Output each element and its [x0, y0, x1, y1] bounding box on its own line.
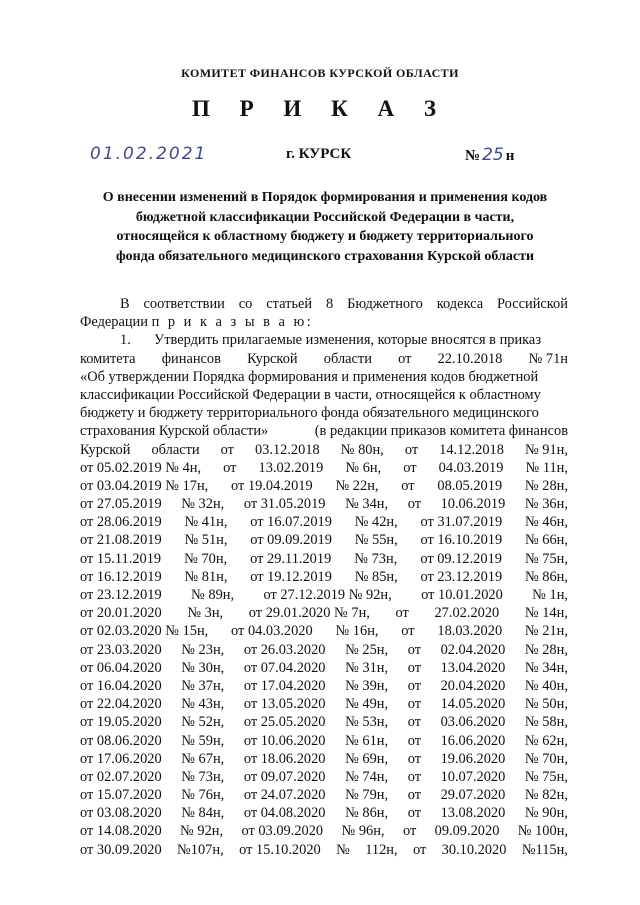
order-reference-token: от 10.01.2020	[421, 587, 503, 603]
order-reference-token: от 03.08.2020	[80, 805, 162, 822]
item-text: «Об утверждении Порядка формирования и применения кодов бюджетной	[80, 368, 539, 385]
order-reference-token: от 09.07.2020	[243, 768, 326, 785]
order-reference-token: № 11н,	[525, 459, 568, 476]
order-reference-line	[80, 495, 568, 513]
preamble-line	[80, 313, 568, 331]
order-reference-token: от	[407, 768, 421, 785]
order-reference-line	[80, 641, 568, 659]
order-reference-line	[80, 477, 568, 495]
order-reference-token: от 04.03.2020	[231, 623, 313, 640]
order-reference-token: от	[407, 750, 421, 767]
order-reference-token: от 09.12.2019	[420, 550, 502, 567]
order-reference-token: № 21н,	[524, 623, 568, 640]
order-reference-token: от 15.10.2020	[239, 841, 321, 858]
order-reference-line	[80, 713, 568, 731]
word: № 91н,	[524, 441, 568, 458]
order-reference-token: от 19.04.2019	[231, 477, 313, 494]
order-verb: п р и к а з ы в а ю:	[151, 314, 314, 331]
order-reference-token: от 02.03.2020 № 15н,	[80, 623, 209, 640]
word: кодекса	[436, 296, 484, 312]
order-reference-token: № 61н,	[345, 732, 389, 749]
order-reference-token: № 6н,	[345, 459, 382, 476]
order-reference-token: от	[407, 805, 421, 822]
heading-line: фонда обязательного медицинского страхования Курской области	[115, 248, 535, 264]
order-reference-token: от 29.01.2020 № 7н,	[248, 605, 370, 622]
order-reference-token: от	[407, 787, 421, 804]
order-reference-token: № 62н,	[524, 732, 568, 749]
word: Бюджетного	[347, 296, 423, 312]
order-reference-token: от 29.11.2019	[250, 550, 332, 567]
word: 8	[326, 296, 334, 312]
order-reference-token: № 79н,	[345, 787, 389, 804]
order-reference-line	[80, 586, 568, 604]
order-reference-token: от	[403, 459, 417, 476]
heading-line: относящейся к областному бюджету и бюджету территориального	[116, 229, 534, 244]
order-reference-token: № 25н,	[345, 641, 389, 658]
item-line	[80, 331, 568, 349]
item-line	[80, 350, 568, 368]
order-reference-line	[80, 459, 568, 477]
word: В	[120, 296, 130, 312]
order-reference-token: от	[412, 841, 427, 858]
order-reference-token: № 70н,	[184, 550, 228, 567]
order-reference-token: от 16.04.2020	[80, 677, 162, 694]
order-reference-token: от	[407, 696, 421, 713]
order-reference-token: № 1н,	[532, 587, 568, 603]
order-reference-token: № 100н,	[517, 823, 568, 840]
order-reference-token: № 37н,	[181, 677, 225, 694]
order-reference-token: № 96н,	[341, 823, 385, 840]
word: 03.12.2018	[254, 441, 320, 458]
order-reference-token: 30.10.2020	[441, 841, 507, 858]
item-line	[80, 386, 568, 404]
order-reference-token: от 23.12.2019	[80, 587, 162, 603]
order-reference-token: от 16.10.2019	[420, 532, 503, 549]
order-reference-token: № 67н,	[181, 750, 225, 767]
order-reference-token: от 17.06.2020	[80, 750, 162, 767]
order-reference-token: № 86н,	[524, 568, 568, 585]
order-reference-token: от	[407, 659, 421, 676]
word: комитета	[80, 350, 136, 367]
order-reference-token: от	[407, 677, 421, 694]
word: Курской	[247, 350, 298, 367]
order-reference-token: 18.03.2020	[437, 623, 503, 640]
order-reference-token: № 34н,	[345, 496, 389, 513]
number-sign: №	[465, 148, 481, 164]
order-reference-token: № 23н,	[181, 641, 225, 658]
order-reference-token: от 31.07.2019	[420, 514, 503, 531]
order-reference-token: от 02.07.2020	[80, 768, 162, 785]
order-reference-token: 10.06.2019	[440, 496, 506, 513]
order-reference-token: от 30.09.2020	[80, 841, 162, 858]
order-reference-token: № 39н,	[345, 677, 389, 694]
document-type-title: П Р И К А З	[191, 96, 448, 121]
order-reference-token: от 04.08.2020	[243, 805, 326, 822]
order-reference-token: № 40н,	[524, 677, 568, 694]
order-reference-line	[80, 622, 568, 640]
order-reference-token: от 07.04.2020	[243, 659, 326, 676]
item-text: (в редакции приказов комитета финансов	[314, 423, 568, 440]
order-reference-token: № 52н,	[181, 714, 225, 731]
order-reference-token: №115н,	[521, 841, 568, 858]
handwritten-number: 25	[482, 145, 504, 165]
order-reference-token: от 08.06.2020	[80, 732, 162, 749]
order-reference-token: от 20.01.2020	[80, 605, 162, 622]
word: финансов	[161, 350, 221, 367]
number-suffix: н	[505, 148, 515, 164]
item-text: бюджету и бюджету территориального фонда обязательного медицинского	[80, 405, 539, 422]
order-reference-token: 13.08.2020	[440, 805, 506, 822]
order-reference-token: № 43н,	[181, 696, 225, 713]
order-reference-token: № 22н,	[335, 477, 379, 494]
order-number	[465, 145, 514, 165]
order-reference-token: от 23.03.2020	[80, 641, 162, 658]
order-reference-token: от	[401, 623, 415, 640]
order-reference-token: 27.02.2020	[434, 605, 500, 622]
order-reference-token: от 25.05.2020	[243, 714, 326, 731]
order-reference-token: № 49н,	[345, 696, 389, 713]
word: соответствии	[143, 296, 225, 312]
item-text: Утвердить прилагаемые изменения, которые вносятся в приказ	[154, 332, 542, 349]
order-reference-token: № 42н,	[354, 514, 398, 531]
order-reference-token: № 92н,	[180, 823, 224, 840]
order-reference-token: от 16.07.2019	[250, 514, 332, 531]
order-reference-token: 20.04.2020	[440, 677, 506, 694]
order-reference-token: № 55н,	[354, 532, 398, 549]
order-reference-token: от	[401, 477, 415, 494]
order-reference-token: от 09.09.2019	[250, 532, 332, 549]
order-reference-line	[80, 677, 568, 695]
order-reference-token: от 21.08.2019	[80, 532, 162, 549]
order-reference-line	[80, 786, 568, 804]
order-reference-token: № 76н,	[181, 787, 225, 804]
item-number: 1.	[120, 332, 131, 349]
preamble-line	[80, 295, 568, 313]
order-reference-token: № 14н,	[524, 605, 568, 622]
order-reference-token: № 82н,	[524, 787, 568, 804]
word: Курской	[80, 441, 131, 458]
order-reference-token: № 70н,	[524, 750, 568, 767]
order-reference-token: № 86н,	[345, 805, 389, 822]
word: статьей	[266, 296, 313, 312]
order-reference-token: от 26.03.2020	[243, 641, 326, 658]
order-reference-token: от 05.02.2019 № 4н,	[80, 459, 202, 476]
order-reference-token: от 24.07.2020	[243, 787, 326, 804]
committee-name: КОМИТЕТ ФИНАНСОВ КУРСКОЙ ОБЛАСТИ	[181, 66, 459, 80]
heading-line: бюджетной классификации Российской Федерации в части,	[135, 209, 515, 225]
order-reference-token: № 81н,	[184, 568, 228, 585]
city-label: г. КУРСК	[286, 146, 352, 162]
order-reference-token: №	[336, 841, 350, 858]
order-references	[80, 459, 568, 859]
order-reference-token: от 15.11.2019	[80, 550, 162, 567]
word: от	[404, 441, 419, 458]
word: 22.10.2018	[437, 350, 503, 367]
order-reference-token: № 53н,	[345, 714, 389, 731]
item-line	[80, 441, 568, 459]
order-reference-token: № 32н,	[181, 496, 225, 513]
order-reference-token: № 41н,	[184, 514, 228, 531]
order-reference-token: № 36н,	[524, 496, 568, 513]
order-reference-token: от 31.05.2019	[243, 496, 326, 513]
order-reference-token: от 18.06.2020	[243, 750, 326, 767]
item-text: страхования Курской области»	[80, 423, 269, 440]
order-reference-line	[80, 750, 568, 768]
order-reference-line	[80, 659, 568, 677]
word: 14.12.2018	[439, 441, 504, 458]
order-reference-line	[80, 531, 568, 549]
order-reference-token: № 75н,	[524, 768, 568, 785]
order-reference-token: от 19.12.2019	[250, 568, 332, 585]
word: Российской	[497, 296, 568, 312]
order-reference-token: от 27.12.2019 № 92н,	[263, 587, 392, 603]
word: от	[398, 350, 412, 367]
order-reference-token: от 10.06.2020	[243, 732, 326, 749]
order-reference-token: № 51н,	[184, 532, 228, 549]
order-reference-token: № 66н,	[524, 532, 568, 549]
order-reference-token: от 03.09.2020	[241, 823, 324, 840]
order-reference-token: № 30н,	[181, 659, 225, 676]
order-reference-token: № 46н,	[524, 514, 568, 531]
order-body	[80, 295, 568, 859]
order-reference-token: №107н,	[177, 841, 224, 858]
order-reference-token: 13.04.2020	[440, 659, 506, 676]
order-reference-token: 16.06.2020	[440, 732, 506, 749]
item-text: классификации Российской Федерации в части, относящейся к областному	[80, 386, 541, 403]
order-reference-line	[80, 822, 568, 840]
order-reference-token: № 59н,	[181, 732, 225, 749]
order-reference-token: № 28н,	[524, 641, 568, 658]
order-reference-token: от	[407, 732, 421, 749]
order-reference-token: от 06.04.2020	[80, 659, 162, 676]
word: № 80н,	[340, 441, 384, 458]
order-reference-token: от 17.04.2020	[243, 677, 326, 694]
order-reference-token: от 27.05.2019	[80, 496, 162, 513]
order-reference-line	[80, 513, 568, 531]
order-reference-line	[80, 768, 568, 786]
order-reference-token: 19.06.2020	[440, 750, 506, 767]
order-reference-token: от	[407, 714, 421, 731]
order-reference-token: 04.03.2019	[438, 459, 504, 476]
order-reference-token: № 50н,	[524, 696, 568, 713]
order-reference-token: № 84н,	[181, 805, 225, 822]
order-reference-token: 29.07.2020	[440, 787, 506, 804]
order-reference-token: 13.02.2019	[258, 459, 324, 476]
order-reference-token: от	[223, 459, 237, 476]
order-reference-line	[80, 550, 568, 568]
word: со	[238, 296, 253, 312]
order-reference-token: 14.05.2020	[440, 696, 506, 713]
order-reference-token: от 23.12.2019	[420, 568, 503, 585]
order-reference-token: № 90н,	[524, 805, 568, 822]
item-line	[80, 368, 568, 386]
order-reference-line	[80, 804, 568, 822]
order-reference-token: № 74н,	[345, 768, 389, 785]
order-heading	[80, 188, 570, 266]
order-reference-token: от 13.05.2020	[243, 696, 326, 713]
order-reference-line	[80, 568, 568, 586]
order-reference-token: № 85н,	[354, 568, 398, 585]
order-reference-token: 02.04.2020	[440, 641, 506, 658]
order-reference-token: № 73н,	[354, 550, 398, 567]
order-reference-token: от	[395, 605, 409, 622]
order-reference-token: от 28.06.2019	[80, 514, 162, 531]
order-reference-token: 10.07.2020	[440, 768, 506, 785]
order-reference-token: 08.05.2019	[437, 477, 503, 494]
order-reference-line	[80, 732, 568, 750]
order-reference-token: № 16н,	[335, 623, 379, 640]
order-reference-token: от 14.08.2020	[80, 823, 162, 840]
word: области	[323, 350, 372, 367]
order-reference-token: № 28н,	[524, 477, 568, 494]
item-line	[80, 404, 568, 422]
order-reference-token: № 3н,	[187, 605, 224, 622]
order-reference-token: № 89н,	[191, 587, 235, 603]
order-reference-token: от 15.07.2020	[80, 787, 162, 804]
order-reference-token: № 31н,	[345, 659, 389, 676]
heading-line: О внесении изменений в Порядок формирования и применения кодов	[102, 190, 548, 205]
word: № 71н	[528, 350, 568, 367]
order-reference-line	[80, 695, 568, 713]
order-reference-token: 09.09.2020	[434, 823, 500, 840]
order-reference-token: от 19.05.2020	[80, 714, 162, 731]
order-reference-token: 03.06.2020	[440, 714, 506, 731]
order-reference-token: № 58н,	[524, 714, 568, 731]
handwritten-date: 01.02.2021	[90, 144, 208, 164]
order-reference-token: № 34н,	[524, 659, 568, 676]
order-reference-token: № 73н,	[181, 768, 225, 785]
order-reference-token: № 75н,	[524, 550, 568, 567]
word: Федерации	[80, 314, 148, 331]
order-reference-token: 112н,	[365, 841, 398, 858]
order-reference-token: от 22.04.2020	[80, 696, 162, 713]
order-reference-token: от 03.04.2019 № 17н,	[80, 477, 209, 494]
order-reference-line	[80, 604, 568, 622]
order-reference-line	[80, 841, 568, 859]
order-reference-token: от	[407, 641, 421, 658]
word: области	[151, 441, 200, 458]
order-reference-token: № 69н,	[345, 750, 389, 767]
word: от	[220, 441, 234, 458]
order-reference-token: от 16.12.2019	[80, 568, 162, 585]
order-reference-token: от	[402, 823, 417, 840]
order-reference-token: от	[407, 496, 421, 513]
item-line	[80, 422, 568, 440]
